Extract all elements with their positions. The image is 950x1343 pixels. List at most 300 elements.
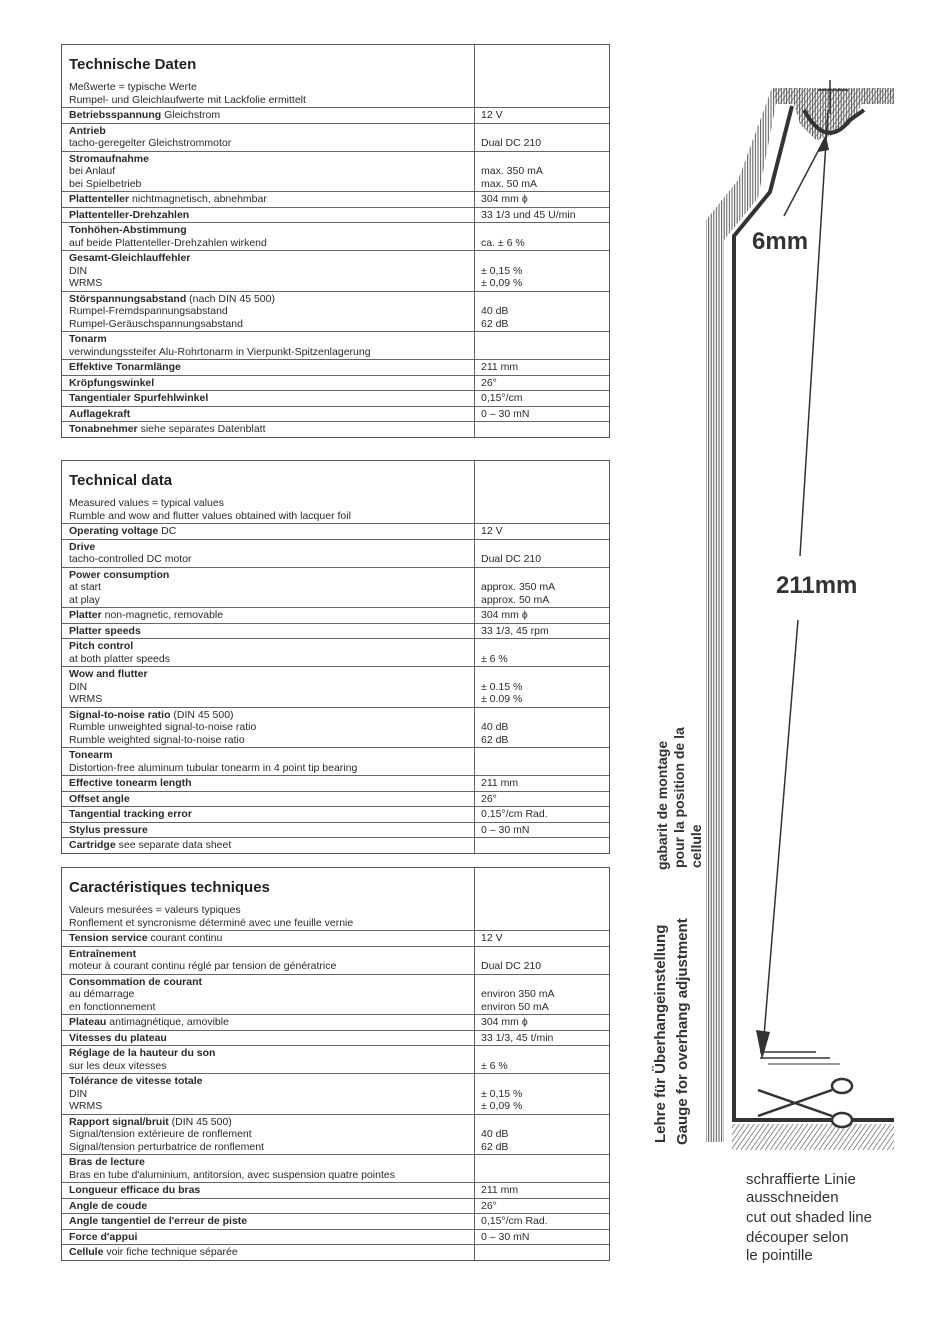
spec-row bbox=[62, 291, 609, 332]
spec-value: 33 1/3 und 45 U/min bbox=[481, 208, 576, 221]
spec-value: Dual DC 210 bbox=[481, 960, 542, 972]
spec-label: Operating voltage bbox=[69, 525, 159, 537]
spec-value-cell bbox=[475, 748, 609, 775]
spec-label-line bbox=[69, 1215, 468, 1228]
gauge-label-fr-1: gabarit de montage bbox=[654, 740, 670, 870]
spec-label-line bbox=[69, 948, 468, 961]
spec-value: ± 0,15 % bbox=[481, 264, 523, 277]
spec-value-cell bbox=[475, 524, 609, 539]
spec-label-cell bbox=[62, 708, 475, 748]
spec-label: Longueur efficace du bras bbox=[69, 1184, 201, 1196]
spec-sub-label: sur les deux vitesses bbox=[69, 1059, 167, 1072]
spec-label: Cellule bbox=[69, 1246, 104, 1258]
spec-value-cell bbox=[475, 1046, 609, 1073]
cut-instruction-de-1: schraffierte Linie bbox=[746, 1171, 856, 1188]
table-title: Technical data bbox=[69, 472, 173, 489]
spec-row bbox=[62, 1014, 609, 1030]
spec-label-line bbox=[69, 361, 468, 374]
spec-label: Entraînement bbox=[69, 947, 137, 960]
intro-line: Ronflement et syncronisme déterminé avec une feuille vernie bbox=[69, 916, 354, 929]
spec-label: Angle tangentiel de l'erreur de piste bbox=[69, 1215, 248, 1227]
spec-value: 0 – 30 mN bbox=[481, 1230, 530, 1243]
spec-row bbox=[62, 406, 609, 422]
spec-value-cell bbox=[475, 667, 609, 707]
spec-value: 0 – 30 mN bbox=[481, 407, 530, 420]
spec-label: Réglage de la hauteur du son bbox=[69, 1047, 216, 1059]
spec-value: 12 V bbox=[481, 109, 503, 121]
spec-row bbox=[62, 250, 609, 291]
spec-sub-label: WRMS bbox=[69, 277, 103, 289]
spec-value-cell bbox=[475, 1199, 609, 1214]
spec-label: Force d'appui bbox=[69, 1230, 138, 1243]
spec-label-line bbox=[69, 709, 468, 722]
spec-label-line bbox=[69, 408, 468, 421]
spec-label-cell bbox=[62, 251, 475, 291]
spec-label: Tangentialer Spurfehlwinkel bbox=[69, 392, 209, 404]
spec-label: Angle de coude bbox=[69, 1199, 148, 1212]
table-title: Technische Daten bbox=[69, 56, 197, 73]
spec-row bbox=[62, 375, 609, 391]
spec-label-cell bbox=[62, 931, 475, 946]
spec-value: 62 dB bbox=[481, 317, 509, 330]
spec-row bbox=[62, 191, 609, 207]
spec-value: 40 dB bbox=[481, 721, 509, 733]
intro-line: Meßwerte = typische Werte bbox=[69, 81, 197, 93]
spec-label-cell bbox=[62, 1214, 475, 1229]
spec-value-cell bbox=[475, 1031, 609, 1046]
spec-label-cell bbox=[62, 223, 475, 250]
spec-label: Tension service bbox=[69, 932, 148, 944]
technical-data-table-french bbox=[61, 867, 610, 1261]
spec-label-note: voir fiche technique séparée bbox=[103, 1246, 238, 1258]
spec-value-cell bbox=[475, 1230, 609, 1245]
technical-data-table-english bbox=[61, 460, 610, 854]
spec-label: Gesamt-Gleichlauffehler bbox=[69, 252, 191, 264]
spec-label: Plattenteller-Drehzahlen bbox=[69, 208, 190, 221]
spec-label-line bbox=[69, 1116, 468, 1129]
spec-row bbox=[62, 775, 609, 791]
arrowhead bbox=[756, 1030, 770, 1060]
spec-sub-label: Signal/tension perturbatrice de ronflement bbox=[69, 1140, 264, 1153]
spec-value-cell bbox=[475, 931, 609, 946]
spec-value-cell bbox=[475, 792, 609, 807]
spec-value-cell bbox=[475, 1115, 609, 1155]
spec-value-cell bbox=[475, 540, 609, 567]
spec-value: 40 dB bbox=[481, 305, 509, 317]
spec-label: Rapport signal/bruit bbox=[69, 1115, 169, 1128]
spec-label-line bbox=[69, 1047, 468, 1060]
spec-row bbox=[62, 806, 609, 822]
spec-value: 62 dB bbox=[481, 1140, 509, 1153]
spec-sub-label: bei Spielbetrieb bbox=[69, 177, 142, 190]
spec-label-note: DC bbox=[158, 525, 177, 537]
spec-row bbox=[62, 523, 609, 539]
spec-label-cell bbox=[62, 391, 475, 406]
spec-label-cell bbox=[62, 192, 475, 207]
spec-row bbox=[62, 623, 609, 639]
spec-label-line bbox=[69, 193, 468, 206]
spec-label-cell bbox=[62, 1183, 475, 1198]
gauge-bottom-hatch bbox=[732, 1124, 894, 1150]
spec-label: Effektive Tonarmlänge bbox=[69, 361, 181, 373]
spec-label-line bbox=[69, 749, 468, 762]
spec-sub-label: au démarrage bbox=[69, 988, 135, 1000]
spec-label: Stylus pressure bbox=[69, 823, 148, 836]
spec-label-line bbox=[69, 668, 468, 681]
spec-row bbox=[62, 791, 609, 807]
spec-value: 0,15°/cm Rad. bbox=[481, 1215, 548, 1227]
spec-value-cell bbox=[475, 332, 609, 359]
spec-sub-label: Rumpel-Fremdspannungsabstand bbox=[69, 305, 228, 317]
spec-label: Consommation de courant bbox=[69, 975, 203, 988]
spec-sub-label: at play bbox=[69, 593, 100, 606]
spec-value-cell bbox=[475, 360, 609, 375]
spec-value-cell bbox=[475, 192, 609, 207]
spec-label-cell bbox=[62, 208, 475, 223]
spec-sub-label: DIN bbox=[69, 1087, 88, 1100]
spec-label-cell bbox=[62, 1031, 475, 1046]
spec-value-cell bbox=[475, 292, 609, 332]
spec-label-line bbox=[69, 1032, 468, 1045]
spec-label-note: nichtmagnetisch, abnehmbar bbox=[129, 193, 267, 205]
spec-row bbox=[62, 1030, 609, 1046]
spec-row bbox=[62, 1045, 609, 1073]
spec-sub-label: DIN bbox=[69, 264, 88, 277]
cut-instruction-fr-1: découper selon bbox=[746, 1229, 849, 1246]
spec-value: environ 350 mA bbox=[481, 988, 555, 1000]
spec-label-cell bbox=[62, 422, 475, 437]
spec-row bbox=[62, 421, 609, 437]
spec-label: Betriebsspannung bbox=[69, 109, 162, 121]
spec-value: 0,15°/cm bbox=[481, 392, 523, 404]
spec-value: 304 mm ϕ bbox=[481, 193, 528, 205]
spec-label-line bbox=[69, 1246, 468, 1259]
spec-label-cell bbox=[62, 667, 475, 707]
spec-value-cell bbox=[475, 776, 609, 791]
spec-row bbox=[62, 707, 609, 748]
spec-value: 26° bbox=[481, 1199, 497, 1212]
spec-value-cell bbox=[475, 422, 609, 437]
table-header-row bbox=[62, 868, 609, 930]
spec-label-line bbox=[69, 252, 468, 265]
spec-label-note: siehe separates Datenblatt bbox=[137, 423, 266, 435]
spec-value: 304 mm ϕ bbox=[481, 1016, 528, 1028]
spec-row bbox=[62, 359, 609, 375]
spec-label-cell bbox=[62, 292, 475, 332]
cut-instruction-en: cut out shaded line bbox=[746, 1209, 872, 1226]
technical-data-table-german bbox=[61, 44, 610, 438]
spec-label-line bbox=[69, 293, 468, 306]
spec-value: Dual DC 210 bbox=[481, 137, 542, 149]
spec-row bbox=[62, 1073, 609, 1114]
spec-sub-label: at start bbox=[69, 581, 102, 593]
spec-label-cell bbox=[62, 1046, 475, 1073]
spec-value-cell bbox=[475, 376, 609, 391]
spec-value-cell bbox=[475, 391, 609, 406]
spec-sub-label: tacho-controlled DC motor bbox=[69, 553, 192, 565]
spec-label: Tolérance de vitesse totale bbox=[69, 1075, 203, 1087]
gauge-label-en: Gauge for overhang adjustment bbox=[674, 918, 691, 1145]
spec-label-cell bbox=[62, 748, 475, 775]
spec-value-cell bbox=[475, 1074, 609, 1114]
spec-label: Plateau bbox=[69, 1016, 107, 1028]
spec-value: ± 6 % bbox=[481, 652, 508, 665]
spec-value-cell bbox=[475, 975, 609, 1015]
spec-label-cell bbox=[62, 332, 475, 359]
spec-label-cell bbox=[62, 524, 475, 539]
spec-label-note: antimagnétique, amovible bbox=[106, 1016, 229, 1028]
spec-label-note: non-magnetic, removable bbox=[101, 609, 224, 621]
spec-value-cell bbox=[475, 407, 609, 422]
spec-value-cell bbox=[475, 568, 609, 608]
spec-label-cell bbox=[62, 407, 475, 422]
spec-sub-label: auf beide Plattenteller-Drehzahlen wirkend bbox=[69, 236, 267, 249]
spec-sub-label: moteur à courant continu réglé par tension de génératrice bbox=[69, 960, 337, 972]
spec-row bbox=[62, 974, 609, 1015]
spec-label-line bbox=[69, 209, 468, 222]
spec-value-cell bbox=[475, 1214, 609, 1229]
spec-label-line bbox=[69, 609, 468, 622]
cut-instruction-fr-2: le pointille bbox=[746, 1247, 813, 1264]
spec-label: Störspannungsabstand bbox=[69, 292, 187, 305]
spec-value: ca. ± 6 % bbox=[481, 236, 525, 249]
spec-label-line bbox=[69, 392, 468, 405]
spec-label-line bbox=[69, 125, 468, 138]
spec-row bbox=[62, 151, 609, 192]
spec-row bbox=[62, 107, 609, 123]
spec-label-line bbox=[69, 932, 468, 945]
spec-label-line bbox=[69, 377, 468, 390]
cut-instruction-de-2: ausschneiden bbox=[746, 1189, 839, 1206]
spec-row bbox=[62, 1154, 609, 1182]
spec-label-cell bbox=[62, 792, 475, 807]
spec-sub-label: tacho-geregelter Gleichstrommotor bbox=[69, 137, 232, 149]
spec-value: 26° bbox=[481, 792, 497, 805]
spec-value: max. 350 mA bbox=[481, 165, 543, 177]
spec-row bbox=[62, 123, 609, 151]
spec-label-cell bbox=[62, 1115, 475, 1155]
spec-label-cell bbox=[62, 360, 475, 375]
spec-label-line bbox=[69, 808, 468, 821]
spec-label-cell bbox=[62, 823, 475, 838]
spec-value-cell bbox=[475, 807, 609, 822]
spec-label-cell bbox=[62, 1230, 475, 1245]
spec-label-line bbox=[69, 333, 468, 346]
dimension-label-6mm: 6mm bbox=[752, 228, 809, 255]
table-header-row bbox=[62, 461, 609, 523]
spec-row bbox=[62, 1213, 609, 1229]
spec-row bbox=[62, 930, 609, 946]
spec-label: Kröpfungswinkel bbox=[69, 376, 155, 389]
spec-row bbox=[62, 390, 609, 406]
spec-label: Platter bbox=[69, 609, 102, 621]
spec-label-cell bbox=[62, 1015, 475, 1030]
spec-label-note: (DIN 45 500) bbox=[170, 708, 234, 721]
spec-label-cell bbox=[62, 608, 475, 623]
spec-value: ± 0.15 % bbox=[481, 680, 523, 693]
spec-row bbox=[62, 747, 609, 775]
spec-label: Effective tonearm length bbox=[69, 777, 192, 789]
spec-sub-label: Rumble weighted signal-to-noise ratio bbox=[69, 733, 245, 746]
spec-value: environ 50 mA bbox=[481, 1000, 549, 1013]
spec-label-note: see separate data sheet bbox=[115, 839, 232, 851]
spec-label: Platter speeds bbox=[69, 624, 141, 637]
spec-label-line bbox=[69, 423, 468, 436]
spec-label-cell bbox=[62, 568, 475, 608]
spec-label: Auflagekraft bbox=[69, 407, 131, 420]
spec-label-line bbox=[69, 625, 468, 638]
spec-label-note: Gleichstrom bbox=[161, 109, 221, 121]
spec-label: Pitch control bbox=[69, 640, 134, 652]
spec-label-cell bbox=[62, 975, 475, 1015]
spec-value-cell bbox=[475, 223, 609, 250]
spec-row bbox=[62, 946, 609, 974]
table-header-row bbox=[62, 45, 609, 107]
spec-label-cell bbox=[62, 947, 475, 974]
spec-value: 211 mm bbox=[481, 1184, 519, 1196]
gauge-label-de: Lehre für Überhangeinstellung bbox=[652, 924, 669, 1143]
spec-label-cell bbox=[62, 1199, 475, 1214]
spec-label-cell bbox=[62, 1155, 475, 1182]
spec-label: Cartridge bbox=[69, 839, 116, 851]
spec-label: Wow and flutter bbox=[69, 668, 148, 680]
gauge-label-fr-2: pour la position de la bbox=[671, 727, 687, 868]
intro-line: Rumble and wow and flutter values obtained with lacquer foil bbox=[69, 509, 351, 522]
spec-label-line bbox=[69, 1231, 468, 1244]
spec-label-note: (DIN 45 500) bbox=[168, 1115, 232, 1128]
spec-label: Power consumption bbox=[69, 568, 170, 581]
spec-row bbox=[62, 567, 609, 608]
spec-value-cell bbox=[475, 1015, 609, 1030]
spec-sub-label: bei Anlauf bbox=[69, 165, 116, 177]
spec-value-cell bbox=[475, 1155, 609, 1182]
spec-label-note: courant continu bbox=[147, 932, 223, 944]
spec-sub-label: Signal/tension extérieure de ronflement bbox=[69, 1128, 252, 1140]
spec-value: ± 0,15 % bbox=[481, 1087, 523, 1100]
dimension-211mm-line bbox=[764, 620, 798, 1036]
spec-label-line bbox=[69, 525, 468, 538]
spec-value-cell bbox=[475, 1245, 609, 1260]
spec-label-line bbox=[69, 153, 468, 166]
spec-value: approx. 50 mA bbox=[481, 593, 550, 606]
spec-label-cell bbox=[62, 624, 475, 639]
spec-row bbox=[62, 837, 609, 853]
spec-row bbox=[62, 222, 609, 250]
spec-value: 62 dB bbox=[481, 733, 509, 746]
gauge-outline bbox=[734, 106, 792, 1122]
spec-value: 26° bbox=[481, 376, 497, 389]
gauge-label-fr-3: cellule bbox=[688, 824, 704, 868]
spec-label-line bbox=[69, 976, 468, 989]
spec-label: Signal-to-noise ratio bbox=[69, 708, 171, 721]
spec-label: Tangential tracking error bbox=[69, 808, 192, 820]
spec-sub-label: DIN bbox=[69, 680, 88, 693]
spec-row bbox=[62, 1229, 609, 1245]
spec-value: 12 V bbox=[481, 525, 503, 537]
spec-row bbox=[62, 666, 609, 707]
table-title: Caractéristiques techniques bbox=[69, 879, 270, 896]
spec-value-cell bbox=[475, 1183, 609, 1198]
spec-label-line bbox=[69, 1016, 468, 1029]
spec-value-cell bbox=[475, 208, 609, 223]
spec-row bbox=[62, 822, 609, 838]
spec-value: 304 mm ϕ bbox=[481, 609, 528, 621]
spec-sub-label: Bras en tube d'aluminium, antitorsion, avec suspension quatre pointes bbox=[69, 1168, 395, 1181]
spec-label: Drive bbox=[69, 540, 96, 553]
spec-label-cell bbox=[62, 376, 475, 391]
spec-label-cell bbox=[62, 152, 475, 192]
spec-row bbox=[62, 1114, 609, 1155]
spec-sub-label: verwindungssteifer Alu-Rohrtonarm in Vierpunkt-Spitzenlagerung bbox=[69, 345, 371, 358]
spec-value: ± 6 % bbox=[481, 1059, 508, 1072]
spec-value: 211 mm bbox=[481, 361, 519, 373]
spec-value-cell bbox=[475, 108, 609, 123]
spec-value-cell bbox=[475, 624, 609, 639]
spec-row bbox=[62, 638, 609, 666]
spec-value-cell bbox=[475, 823, 609, 838]
spec-label-cell bbox=[62, 776, 475, 791]
spec-value: 40 dB bbox=[481, 1128, 509, 1140]
spec-label: Tonabnehmer bbox=[69, 423, 138, 435]
spec-row bbox=[62, 539, 609, 567]
spec-value-cell bbox=[475, 251, 609, 291]
spec-label-line bbox=[69, 224, 468, 237]
spec-value: 0 – 30 mN bbox=[481, 823, 530, 836]
spec-label-cell bbox=[62, 540, 475, 567]
spec-value: ± 0,09 % bbox=[481, 277, 523, 289]
spec-label-line bbox=[69, 640, 468, 653]
spec-value: 33 1/3, 45 rpm bbox=[481, 624, 549, 637]
spec-label: Tonhöhen-Abstimmung bbox=[69, 224, 187, 236]
spec-value: 0.15°/cm Rad. bbox=[481, 808, 548, 820]
spec-value: max. 50 mA bbox=[481, 177, 538, 190]
spec-label-line bbox=[69, 1184, 468, 1197]
spec-sub-label: WRMS bbox=[69, 1100, 103, 1112]
spec-row bbox=[62, 1182, 609, 1198]
spec-label: Stromaufnahme bbox=[69, 152, 149, 165]
spec-label: Antrieb bbox=[69, 124, 106, 137]
spec-label-cell bbox=[62, 838, 475, 853]
spec-value-cell bbox=[475, 947, 609, 974]
spec-label-cell bbox=[62, 108, 475, 123]
spec-label: Plattenteller bbox=[69, 193, 130, 205]
spec-label-line bbox=[69, 1075, 468, 1088]
spec-label-line bbox=[69, 824, 468, 837]
spec-value: 211 mm bbox=[481, 777, 519, 789]
spec-label-line bbox=[69, 793, 468, 806]
spec-value: approx. 350 mA bbox=[481, 581, 556, 593]
spec-row bbox=[62, 607, 609, 623]
spec-label: Offset angle bbox=[69, 792, 130, 805]
spec-value: 33 1/3, 45 t/min bbox=[481, 1031, 554, 1044]
spec-value: ± 0,09 % bbox=[481, 1100, 523, 1112]
spec-row bbox=[62, 207, 609, 223]
spec-label-cell bbox=[62, 124, 475, 151]
spec-sub-label: at both platter speeds bbox=[69, 652, 170, 665]
spec-value-cell bbox=[475, 152, 609, 192]
spec-label-cell bbox=[62, 1074, 475, 1114]
spec-label-line bbox=[69, 1200, 468, 1213]
spec-value: ± 0.09 % bbox=[481, 693, 523, 705]
spec-label: Tonearm bbox=[69, 749, 113, 761]
spec-label-line bbox=[69, 109, 468, 122]
spec-label-note: (nach DIN 45 500) bbox=[186, 292, 275, 305]
spec-value: Dual DC 210 bbox=[481, 553, 542, 565]
dimension-6mm-arrow bbox=[784, 136, 826, 216]
spec-sub-label: Rumble unweighted signal-to-noise ratio bbox=[69, 721, 257, 733]
spec-sub-label: Distortion-free aluminum tubular tonearm in 4 point tip bearing bbox=[69, 761, 358, 774]
spec-row bbox=[62, 331, 609, 359]
